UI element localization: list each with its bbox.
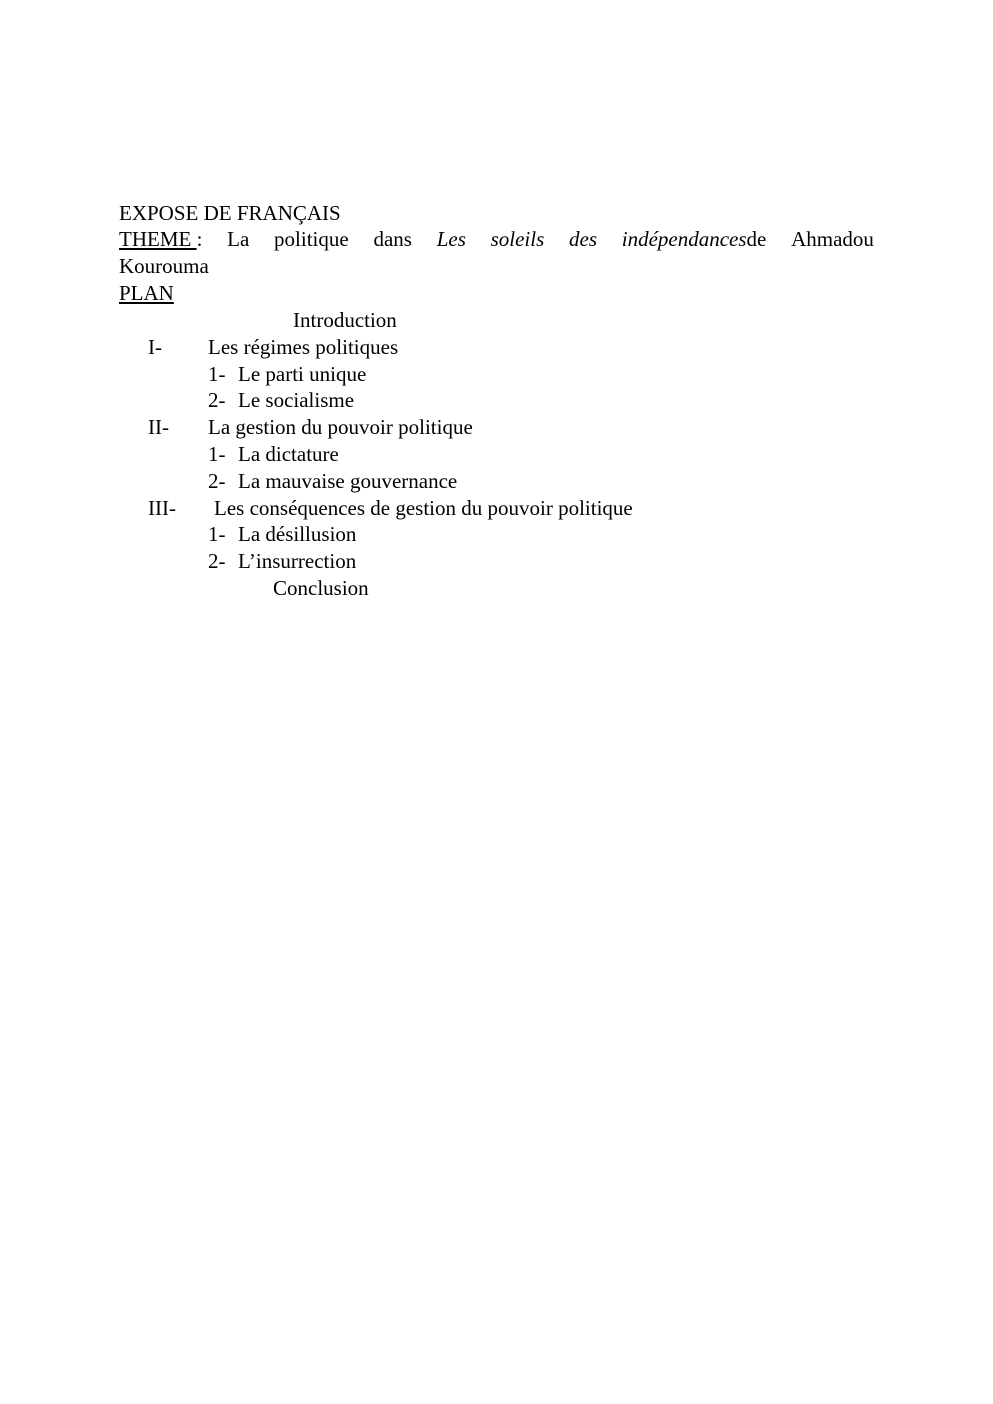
subitem-number: 2-: [208, 549, 226, 573]
theme-word-italic: Les: [436, 227, 466, 251]
document-heading: EXPOSE DE FRANÇAIS: [119, 201, 341, 225]
theme-line: [119, 226, 874, 252]
part-title: Les conséquences de gestion du pouvoir politique: [214, 496, 633, 520]
theme-colon: :: [196, 227, 203, 251]
subitem-text: La mauvaise gouvernance: [238, 469, 458, 493]
subitem-text: La dictature: [238, 442, 339, 466]
plan-label: PLAN: [119, 281, 174, 305]
theme-word-italic: des: [569, 227, 598, 251]
theme-book-title-group: [622, 226, 767, 252]
theme-word-italic: soleils: [490, 227, 545, 251]
theme-word: dans: [373, 227, 412, 251]
subitem-number: 1-: [208, 442, 226, 466]
subitem-text: L’insurrection: [238, 549, 357, 573]
part-title: La gestion du pouvoir politique: [208, 415, 473, 439]
theme-label-group: [119, 226, 202, 252]
theme-word: La: [227, 227, 250, 251]
subitem-text: La désillusion: [238, 522, 357, 546]
theme-book-title-end: indépendances: [621, 227, 747, 251]
plan-introduction: Introduction: [293, 308, 397, 332]
subitem-text: Le parti unique: [238, 362, 367, 386]
theme-line-2: Kourouma: [119, 254, 209, 278]
part-numeral: III-: [148, 496, 176, 520]
part-numeral: I-: [148, 335, 162, 359]
theme-word: Ahmadou: [791, 227, 874, 251]
plan-conclusion: Conclusion: [273, 576, 369, 600]
subitem-text: Le socialisme: [238, 388, 355, 412]
theme-label: THEME: [119, 227, 197, 251]
theme-word: de: [746, 227, 767, 251]
part-numeral: II-: [148, 415, 169, 439]
subitem-number: 2-: [208, 469, 226, 493]
part-title: Les régimes politiques: [208, 335, 399, 359]
subitem-number: 1-: [208, 522, 226, 546]
theme-word: politique: [274, 227, 349, 251]
subitem-number: 1-: [208, 362, 226, 386]
subitem-number: 2-: [208, 388, 226, 412]
